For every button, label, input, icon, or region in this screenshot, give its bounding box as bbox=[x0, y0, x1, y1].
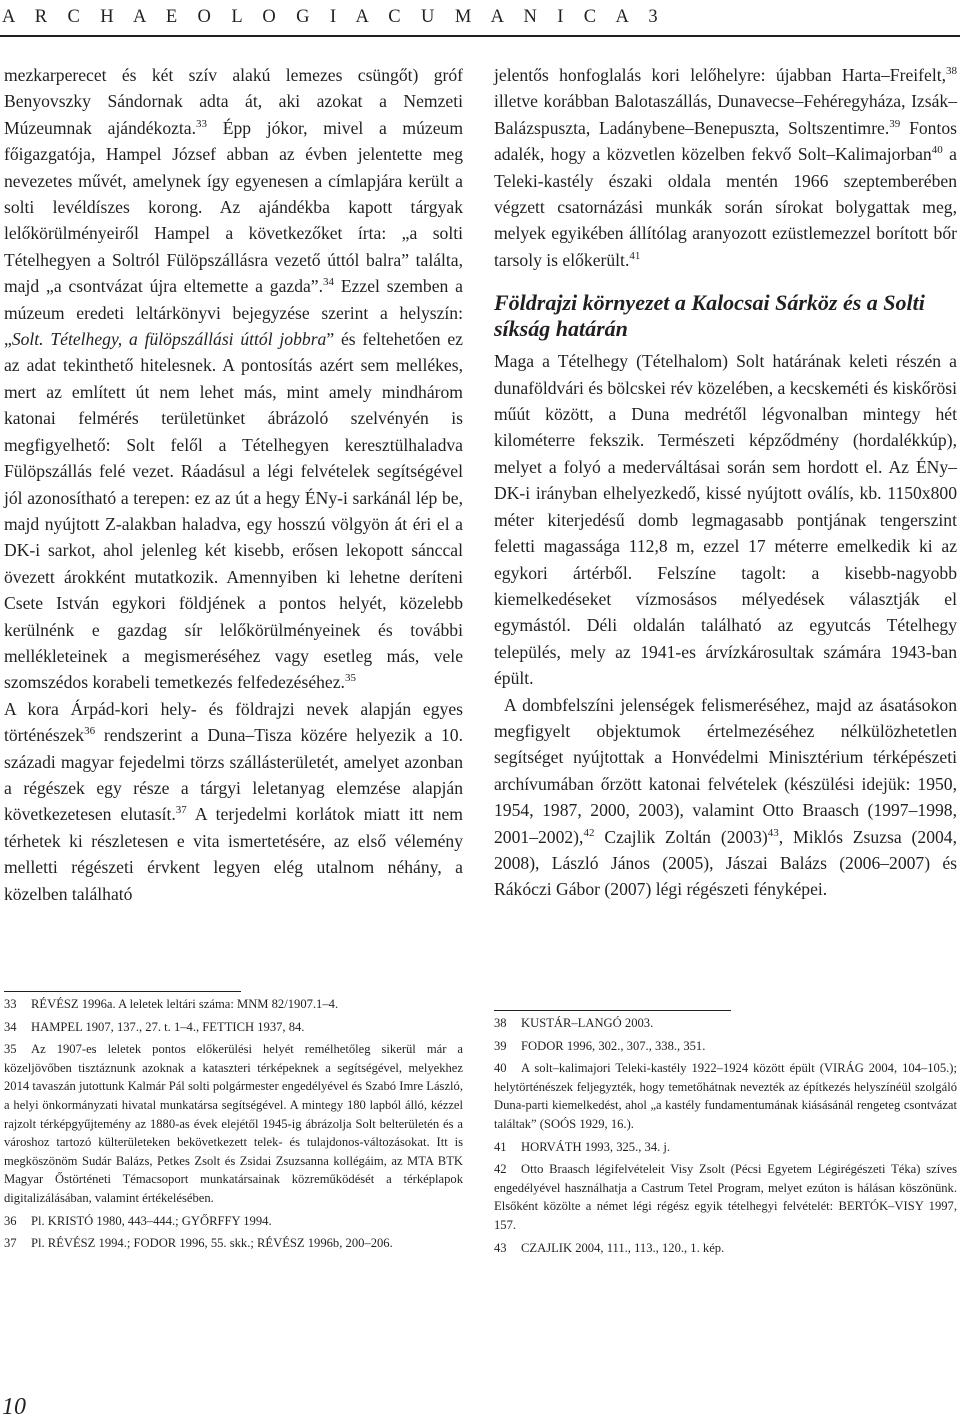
footnote-text: Az 1907-es leletek pontos előkerülési helyét remélhetőleg sikerül már a közeljövőben tisztáznunk azoknak a kataszteri térképeknek a segítségével, melyekhez 2014 tavaszán jutottunk Kalmár Pál solti polgármester engedélyével és Szabó Imre László, a helyi önkormányzati hivatal munkatársa segítségével. A mintegy 180 lapból álló, kézzel rajzolt térképgyűjtemény az 1880-as évek elejétől 1945-ig ábrázolja Solt belterületén és a városhoz tartozó külterületeken bekövetkezett telek- és tulajdonos-változásokat. Itt is megköszönöm Sudár Balázs, Petkes Zsolt és Zsidai Zsuzsanna kollégáim, az MTA BTK Magyar Őstörténeti Témacsoport munkatársainak közreműködését a térképlapok digitalizálásában, valamint értékelésében. bbox=[4, 1042, 463, 1205]
footnote-ref[interactable]: 38 bbox=[946, 65, 957, 78]
text-run: A dombfelszíni jelenségek felismeréséhez, majd az ásatásokon megfigyelt objektumok értelmezéséhez nélkülözhetetlen segítséget nyújtottak a Honvédelmi Minisztérium térképészeti archívumában őrzött katonai felvételek (készülési idejük: 1950, 1954, 1987, 2000, 2003), valamint Otto Braasch (1997–1998, 2001–2002), bbox=[494, 694, 957, 847]
text-run: Czajlik Zoltán (2003) bbox=[594, 826, 768, 847]
left-paragraph-1 bbox=[4, 62, 463, 696]
text-run: mezkarperecet és két szív alakú lemezes csüngőt) gróf Benyovszky Sándornak adta át, aki azokat a Nemzeti Múzeumnak ajándékozta. bbox=[4, 65, 463, 138]
footnote-ref[interactable]: 41 bbox=[629, 249, 641, 262]
text-run: rendszerint a Duna–Tisza közére helyezik a 10. századi magyar fejedelmi törzs szállásterületét, amelyet azonban a régészek egy része a tárgyi leletanyag elemzése alapján következetesen elutasít. bbox=[4, 725, 463, 825]
footnote-text: HORVÁTH 1993, 325., 34. j. bbox=[521, 1139, 671, 1154]
footnote bbox=[4, 1018, 463, 1037]
footnote bbox=[4, 995, 463, 1014]
footnote-ref[interactable]: 33 bbox=[196, 117, 208, 130]
footnote-text: A solt–kalimajori Teleki-kastély 1922–1924 között épült (VIRÁG 2004, 104–105.); helytörténészek feljegyzték, hogy temetőhátnak nevezték az építkezés helyszínéül szolgáló Duna-parti kiemelkedést, ahol „a kastély fundamentumának kiásásánál rengeteg csontvázat találtak” (SOÓS 1929, 16.). bbox=[494, 1061, 957, 1131]
footnote-number: 41 bbox=[494, 1139, 507, 1154]
footnote bbox=[4, 1234, 463, 1253]
footnote bbox=[494, 1037, 957, 1056]
text-run: Ezzel szemben a múzeum eredeti leltárkönyvi bejegyzése szerint a helyszín: „ bbox=[4, 276, 463, 350]
page-number: 10 bbox=[2, 1394, 26, 1420]
journal-title: A R C H A E O L O G I A C U M A N I C A 3 bbox=[2, 7, 666, 27]
footnote bbox=[4, 1212, 463, 1231]
left-paragraph-2 bbox=[4, 696, 463, 907]
text-run: jelentős honfoglalás kori lelőhelyre: újabban Harta–Freifelt, bbox=[494, 65, 946, 85]
footnote-ref[interactable]: 34 bbox=[323, 276, 335, 289]
italic-quote: Solt. Tételhegy, a fülöpszállási úttól jobbra bbox=[11, 329, 327, 350]
footnote-rule-right bbox=[494, 1010, 731, 1011]
text-run: A terjedelmi korlátok miatt itt nem térhetek ki részletesen e vita ismertetésére, az első vélemény melletti régészeti érvkent legyen elég utalnom néhány, a közelben található bbox=[4, 804, 463, 904]
footnote bbox=[494, 1014, 957, 1033]
footnote-number: 40 bbox=[494, 1061, 507, 1076]
footnote-ref[interactable]: 40 bbox=[931, 144, 943, 157]
footnote-number: 42 bbox=[494, 1162, 507, 1177]
footnote-ref[interactable]: 36 bbox=[84, 725, 96, 738]
footnote-text: KUSTÁR–LANGÓ 2003. bbox=[521, 1016, 654, 1030]
footnote bbox=[494, 1160, 957, 1234]
footnote-rule-left bbox=[4, 991, 241, 992]
text-run: Fontos adalék, hogy a közvetlen közelben fekvő Solt–Kalimajorban bbox=[494, 117, 958, 165]
footnote bbox=[494, 1138, 957, 1157]
footnote-text: Pl. KRISTÓ 1980, 443–444.; GYŐRFFY 1994. bbox=[31, 1213, 272, 1228]
footnote-text: FODOR 1996, 302., 307., 338., 351. bbox=[521, 1038, 706, 1053]
footnotes-right bbox=[494, 1014, 957, 1257]
text-run: a Teleki-kastély északi oldala mentén 1966 szeptemberében végzett csatornázási munkák során sírokat bolygattak meg, melyek egyikében állítólag aranyozott ezüstlemezzel borított bőr tarsoly is előkerült. bbox=[494, 144, 957, 270]
footnote-number: 37 bbox=[4, 1236, 17, 1251]
footnote-ref[interactable]: 37 bbox=[175, 804, 187, 817]
footnote-ref[interactable]: 42 bbox=[583, 826, 595, 839]
footnote-ref[interactable]: 35 bbox=[344, 672, 356, 685]
footnote-number: 43 bbox=[494, 1240, 507, 1255]
footnote bbox=[494, 1239, 957, 1258]
right-column bbox=[494, 62, 957, 903]
left-column bbox=[4, 62, 463, 907]
header-rule bbox=[0, 35, 960, 37]
text-run: ” és feltehetően ez az adat tekinthető hitelesnek. A pontosítás azért sem mellékes, mert az említett út nem lehet más, mint amely mindhárom katonai felmérés területünket ábrázoló szelvényén is megfigyelhető: Solt felől a Tételhegyen keresztülhaladva Fülöpszállás felé vezet. Ráadásul a légi felvételek segítségével jól azonosítható a terepen: ez az út a hegy ÉNy-i sarkánál lép be, majd nyújtott Z-alakban haladva, egy hosszú völgyön át éri el a DK-i sarkot, ahol jelenleg két kisebb, erősen lekopott sánccal övezett árokként mutatkozik. Amennyiben ki lehetne deríteni Csete István egykori földjének a pontos helyét, közelebb kerülnénk e gazdag sír lelőkörülményeinek és további mellékleteinek a megismeréséhez vagy esetleg más, vele szomszédos korabeli temetkezés felfedezéséhez. bbox=[4, 329, 463, 693]
footnote-text: RÉVÉSZ 1996a. A leletek leltári száma: MNM 82/1907.1–4. bbox=[31, 997, 339, 1011]
running-header bbox=[0, 0, 960, 36]
footnotes-left bbox=[4, 995, 463, 1253]
right-paragraph-2: Maga a Tételhegy (Tételhalom) Solt határának keleti részén a dunaföldvári és bölcskei rév közelében, a kecskeméti és kiskőrösi műút között, a Duna medrétől légvonalban mintegy hét kilométerre fekszik. Természeti képződmény (hordalékkúp), melyet a folyó a mederváltásai során sem hordott el. Az ÉNy–DK-i irányban elhelyezkedő, kissé nyújtott oválís, kb. 1150x800 méter kiterjedésű domb legmagasabb pontjának tengerszint feletti magassága 112,8 m, ezzel 17 méterre emelkedik ki az egykori ártérből. Felszíne tagolt: a kisebb-nagyobb kiemelkedéseket vízmosásos mélyedések választják el egymástól. Déli oldalán található az egyutcás Tételhegy település, mely az 1941-es árvízkárosultak számára 1943-ban épült. bbox=[494, 351, 957, 689]
footnote-number: 35 bbox=[4, 1042, 17, 1057]
footnote-number: 36 bbox=[4, 1213, 17, 1228]
footnote-ref[interactable]: 43 bbox=[767, 826, 779, 839]
footnote-text: HAMPEL 1907, 137., 27. t. 1–4., FETTICH 1937, 84. bbox=[31, 1019, 305, 1034]
footnote-text: Otto Braasch légifelvételeit Visy Zsolt (Pécsi Egyetem Légirégészeti Téka) szíves engedélyével használhatja a Castrum Tetel Program, melyet ezúton is hálásan köszönünk. Elsőként közölte a német légi régész egyik tételhegyi felvételét: BERTÓK–VISY 1997, 157. bbox=[494, 1162, 957, 1232]
text-run: Épp jókor, mivel a múzeum főigazgatója, Hampel József abban az évben jelentette meg nevezetes művét, amelynek így egyenesen a címlapjára került a solti levéldíszes korong. Az ajándékba kapott tárgyak lelőkörülményeiről Hampel a következőket írta: „a solti Tételhegyen a Soltról Fülöpszállásra vezető úttól balra” találta, majd „a csontvázat újra eltemette a gazda”. bbox=[4, 117, 464, 297]
footnote-number: 38 bbox=[494, 1016, 507, 1030]
footnote-number: 39 bbox=[494, 1038, 507, 1053]
right-paragraph-3 bbox=[494, 692, 957, 903]
footnote-ref[interactable]: 39 bbox=[889, 117, 901, 130]
footnote-number: 33 bbox=[4, 997, 17, 1011]
footnote bbox=[4, 1040, 463, 1207]
section-heading: Földrajzi környezet a Kalocsai Sárköz és a Solti síkság határán bbox=[494, 290, 925, 342]
footnote bbox=[494, 1059, 957, 1133]
footnote-text: Pl. RÉVÉSZ 1994.; FODOR 1996, 55. skk.; RÉVÉSZ 1996b, 200–206. bbox=[31, 1236, 393, 1251]
text-run: A kora Árpád-kori hely- és földrajzi nevek alapján egyes történészek bbox=[4, 698, 463, 746]
footnote-text: CZAJLIK 2004, 111., 113., 120., 1. kép. bbox=[521, 1240, 725, 1255]
text-run: illetve korábban Balotaszállás, Dunavecse–Fehéregyháza, Izsák–Balázspuszta, Ladánybene–Benepuszta, Soltszentimre. bbox=[494, 91, 957, 138]
text-run: , Miklós Zsuzsa (2004, 2008), László János (2005), Jászai Balázs (2006–2007) és Rákóczi Gábor (2007) légi régészeti fényképei. bbox=[494, 826, 957, 900]
footnote-number: 34 bbox=[4, 1019, 17, 1034]
right-paragraph-1 bbox=[494, 62, 957, 273]
